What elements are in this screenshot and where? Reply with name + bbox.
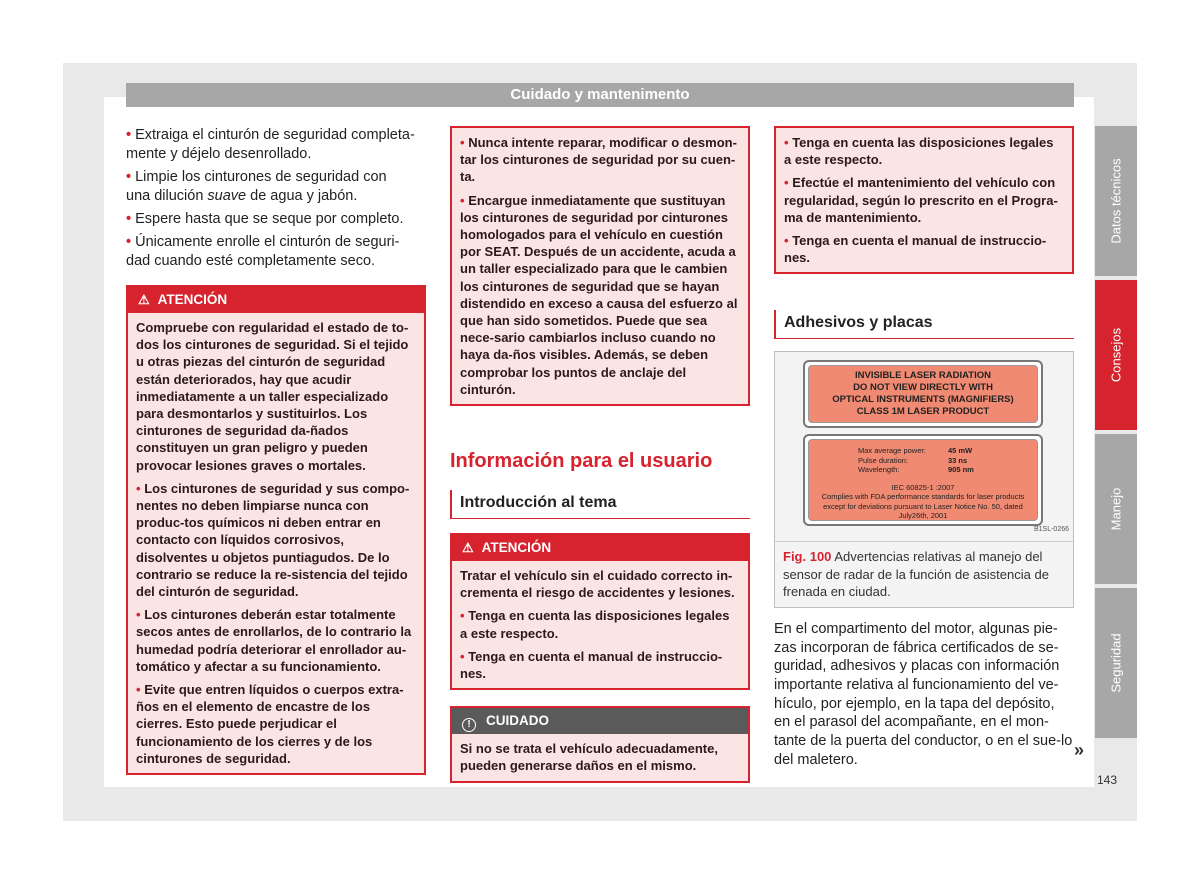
warning-body: Compruebe con regularidad el estado de to-dos los cinturones de seguridad. Si el tejido u otras piezas del cinturón de seguridad están deteriorados, hay que acudir inmediatamente a un taller especializado para desmontarlos y sustituirlos. Los cinturones de seguridad da-ñados constituyen un gran peligro y pueden provocar lesiones graves o mortales. • Los cinturones de seguridad y sus compo-nentes no deben limpiarse nunca con produc-tos químicos ni deben entrar en contacto con líquidos corrosivos, disolventes u objetos puntiagudos. De lo contrario se reduce la re-sistencia del tejido del cinturón de seguridad. • Los cinturones deberán estar totalmente secos antes de enrollarlos, de lo contrario la humedad podría deteriorar el enrollador au-tomático y afectar a su funcionamiento. • Evite que entren líquidos o cuerpos extra-ños en el elemento de encastre de los cierres. Esto puede perjudicar el funcionamiento de los cierres y de los cinturones de seguridad. [128,313,424,773]
info-icon: ! [462,718,476,732]
warning-box [450,533,750,690]
body-paragraph: En el compartimento del motor, algunas pie-zas incorporan de fábrica certificados de se-guridad, adhesivos y placas con información importante relativa al funcionamiento del ve-hículo, por ejemplo, en la tapa del depósito, en el parasol del acompañante, en el mon-tante de la puerta del conductor, o en el sue-lo del maletero. [774,620,1073,768]
warning-item: • Encargue inmediatamente que sustituyan los cinturones de seguridad por cinturones homologados para el vehículo en cuestión por SEAT. Después de un accidente, acuda a un taller especializado para que le cambien los cinturones de seguridad que se hayan distendido en exceso a causa del esfuerzo al que han sido sometidos. Puede que sea nece-sario cambiarlos incluso cuando no haya da-ños visibles. Además, se deben comprobar los puntos de anclaje del cinturón. [460,192,738,397]
caution-header: ! CUIDADO [452,708,748,734]
warning-item: • Efectúe el mantenimiento del vehículo con regularidad, según lo prescrito en el Progra-ma de mantenimiento. [784,175,1058,225]
section-title: Información para el usuario [450,450,713,473]
figure [774,351,1074,608]
warning-continued-box [774,126,1074,274]
warning-item: • Tenga en cuenta el manual de instruccio-nes. [460,648,723,682]
warning-header: ⚠ ATENCIÓN [128,287,424,313]
column-2 [450,126,750,783]
page-number: 143 [1097,773,1118,787]
subsection-title: Adhesivos y placas [774,310,1074,339]
warning-item: • Tenga en cuenta las disposiciones legales a este respecto. [460,608,730,641]
figure-code: B1SL-0266 [1033,526,1069,534]
tab-seguridad[interactable]: Seguridad [1095,588,1137,738]
figure-image [775,352,1073,542]
caution-body: Si no se trata el vehículo adecuadamente, pueden generarse daños en el mismo. [460,741,718,774]
warning-continued-box [450,126,750,406]
tab-consejos[interactable]: Consejos [1095,280,1137,430]
list-item: • Extraiga el cinturón de seguridad completa- mente y déjelo desenrollado. [126,127,415,162]
chapter-header: Cuidado y mantenimento [126,83,1074,107]
caution-box [450,706,750,782]
warning-triangle-icon: ⚠ [462,540,474,556]
figure-caption: Fig. 100 Advertencias relativas al manejo del sensor de radar de la función de asistencia de frenada en ciudad. [783,549,1049,600]
laser-spec-label: Max average power: 45 mW Pulse duration: 33 ns Wavelength: 905 nm IEC 60825-1 :2007 Complies with FDA performance standards for laser products except for deviations pursuant to Laser Notice No. 50, dated July26th, 2001 [803,434,1043,526]
warning-item: • Nunca intente reparar, modificar o desmon-tar los cinturones de seguridad por su cuen-ta. [460,135,737,185]
warning-item: • Tenga en cuenta las disposiciones legales a este respecto. [784,135,1054,168]
subsection-title: Introducción al tema [450,490,750,519]
warning-item: • Evite que entren líquidos o cuerpos extra-ños en el elemento de encastre de los cierres. Esto puede perjudicar el funcionamiento de los cierres y de los cinturones de seguridad. [136,682,404,766]
tab-datos-tecnicos[interactable]: Datos técnicos [1095,126,1137,276]
warning-body: Tratar el vehículo sin el cuidado correcto in-crementa el riesgo de accidentes y lesiones. • Tenga en cuenta las disposiciones legales a este respecto. • Tenga en cuenta el manual de instruccio-nes. [452,561,748,688]
warning-header: ⚠ ATENCIÓN [452,535,748,561]
warning-item: • Los cinturones deberán estar totalmente secos antes de enrollarlos, de lo contrario la humedad podría deteriorar el enrollador au-tomático y afectar a su funcionamiento. [136,607,412,674]
list-item: • Limpie los cinturones de seguridad con una dilución suave de agua y jabón. [126,169,387,204]
column-1 [126,126,426,775]
list-item: • Únicamente enrolle el cinturón de seguri- dad cuando esté completamente seco. [126,234,400,269]
column-3 [774,126,1074,770]
warning-triangle-icon: ⚠ [138,292,150,307]
warning-item: • Los cinturones de seguridad y sus compo-nentes no deben limpiarse nunca con produc-tos químicos ni deben entrar en contacto con líquidos corrosivos, disolventes u objetos puntiagudos. De lo contrario se reduce la re-sistencia del tejido del cinturón de seguridad. [136,480,410,600]
list-item: • Espere hasta que se seque por completo. [126,211,404,227]
warning-item: • Tenga en cuenta el manual de instruccio-nes. [784,233,1047,266]
continue-icon: » [1074,740,1085,760]
tab-manejo[interactable]: Manejo [1095,434,1137,584]
laser-warning-label: INVISIBLE LASER RADIATION DO NOT VIEW DIRECTLY WITH OPTICAL INSTRUMENTS (MAGNIFIERS) CLASS 1M LASER PRODUCT [803,360,1043,428]
warning-box [126,285,426,775]
